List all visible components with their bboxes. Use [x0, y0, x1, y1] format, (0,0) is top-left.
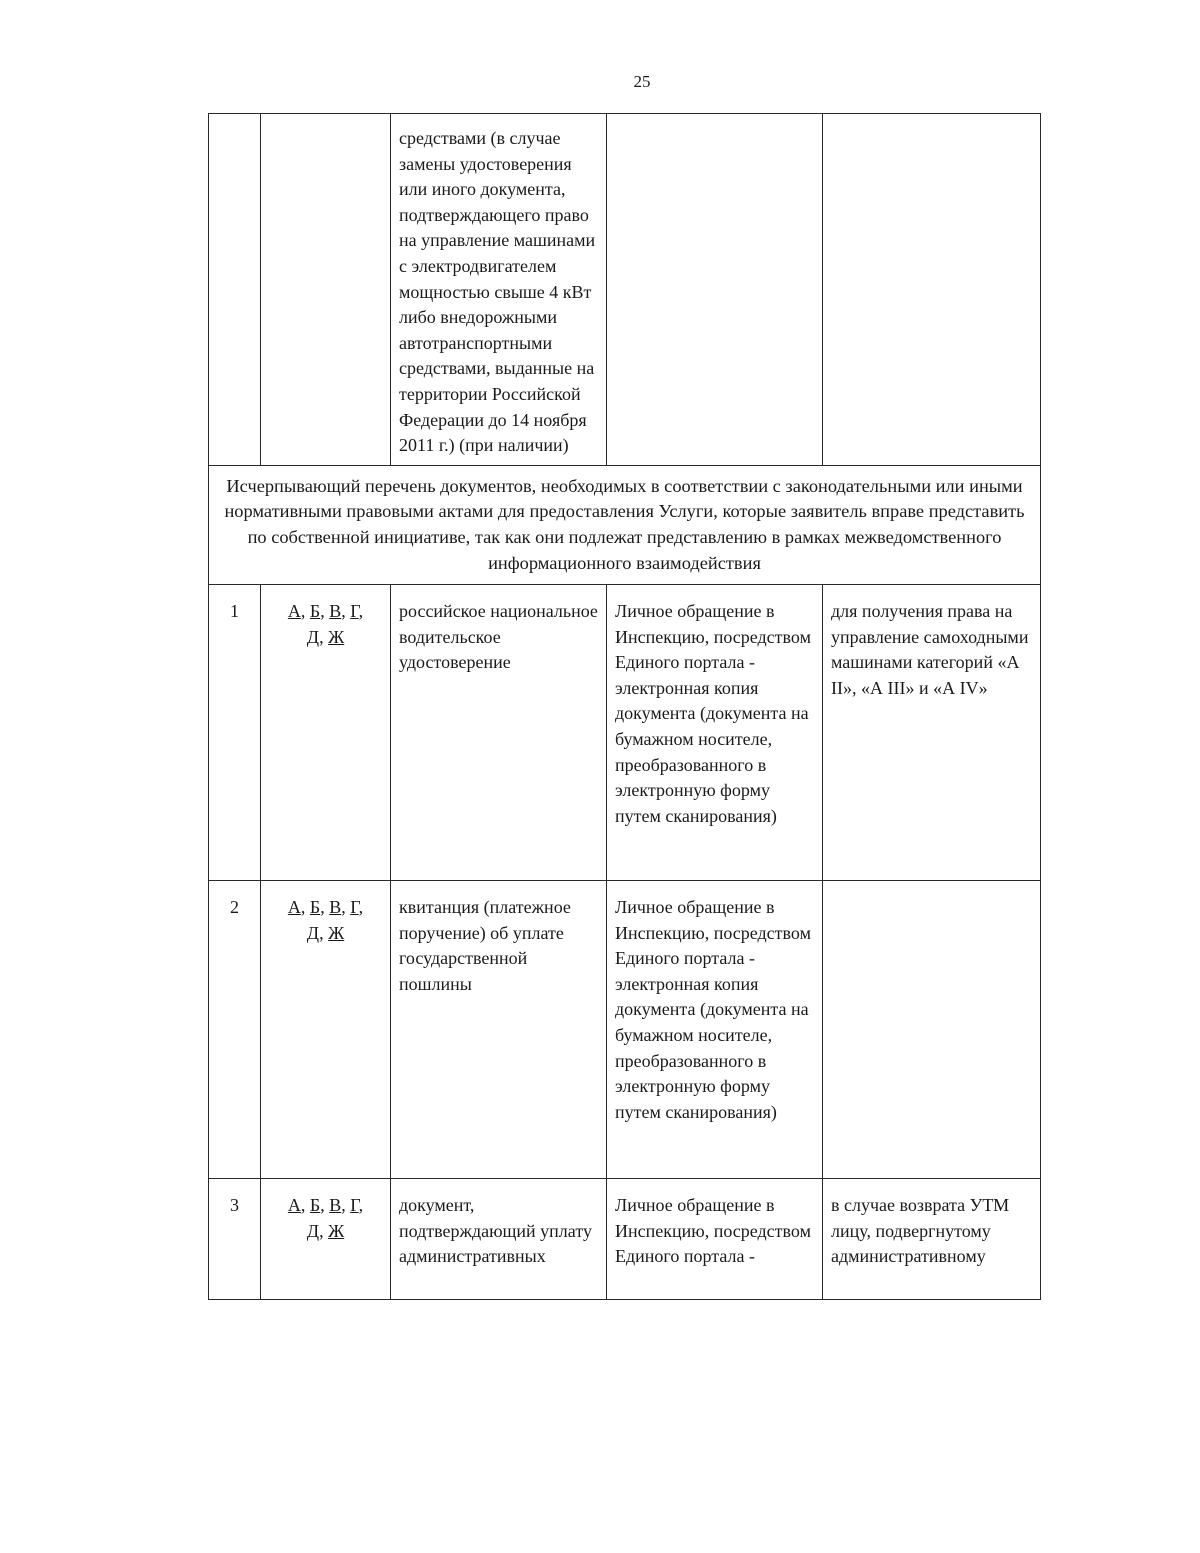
applicants-cell: А, Б, В, Г, Д, Ж: [261, 881, 391, 1179]
applicant-category-link[interactable]: Д: [306, 922, 320, 943]
page-number: 25: [633, 72, 651, 91]
applicant-category-link[interactable]: Ж: [328, 922, 345, 943]
row-number-cell: 1: [209, 585, 261, 881]
applicant-category-link[interactable]: Б: [309, 897, 321, 918]
applicants-cell: А, Б, В, Г, Д, Ж: [261, 585, 391, 881]
applicant-category-link[interactable]: Б: [309, 601, 321, 622]
note-cell: [823, 881, 1041, 1179]
applicant-category-link[interactable]: В: [329, 601, 342, 622]
applicants-cell: [261, 114, 391, 466]
applicant-category-link[interactable]: Г: [350, 601, 359, 622]
table-row-continued: [209, 114, 1041, 466]
applicant-category-link[interactable]: В: [329, 1195, 342, 1216]
table-body: [209, 585, 1041, 1300]
applicant-category-link[interactable]: Д: [306, 1220, 320, 1241]
table-row: [209, 881, 1041, 1179]
applicant-category-link[interactable]: А: [287, 601, 301, 622]
method-cell: [607, 114, 823, 466]
documents-table: [208, 113, 1041, 1300]
note-cell: [823, 114, 1041, 466]
table-row: [209, 1179, 1041, 1300]
applicant-category-link[interactable]: Ж: [328, 1220, 345, 1241]
method-cell: Личное обращение в Инспекцию, посредством Единого портала -: [607, 1179, 823, 1300]
applicant-category-link[interactable]: Ж: [328, 626, 345, 647]
section-header: Исчерпывающий перечень документов, необходимых в соответствии с законодательными или иными нормативными правовыми актами для предоставления Услуги, которые заявитель вправе представить по собственной инициативе, так как они подлежат представлению в рамках межведомственного информационного взаимодействия: [209, 465, 1041, 584]
applicants-cell: А, Б, В, Г, Д, Ж: [261, 1179, 391, 1300]
note-cell: для получения права на управление самоходными машинами категорий «А II», «А III» и «А IV»: [823, 585, 1041, 881]
applicant-category-link[interactable]: А: [287, 897, 301, 918]
section-header-row: [209, 465, 1041, 584]
document-cell: российское национальное водительское удостоверение: [391, 585, 607, 881]
table-row: [209, 585, 1041, 881]
document-cell: документ, подтверждающий уплату административных: [391, 1179, 607, 1300]
document-cell: средствами (в случае замены удостоверения или иного документа, подтверждающего право на управление машинами с электродвигателем мощностью свыше 4 кВт либо внедорожными автотранспортными средствами, выданные на территории Российской Федерации до 14 ноября 2011 г.) (при наличии): [391, 114, 607, 466]
method-cell: Личное обращение в Инспекцию, посредством Единого портала - электронная копия документа (документа на бумажном носителе, преобразованного в электронную форму путем сканирования): [607, 881, 823, 1179]
applicant-category-link[interactable]: А: [287, 1195, 301, 1216]
method-cell: Личное обращение в Инспекцию, посредством Единого портала - электронная копия документа (документа на бумажном носителе, преобразованного в электронную форму путем сканирования): [607, 585, 823, 881]
row-number-cell: 3: [209, 1179, 261, 1300]
applicant-category-link[interactable]: Г: [350, 1195, 359, 1216]
applicant-category-link[interactable]: Б: [309, 1195, 321, 1216]
applicant-category-link[interactable]: Д: [306, 626, 320, 647]
document-cell: квитанция (платежное поручение) об уплате государственной пошлины: [391, 881, 607, 1179]
note-cell: в случае возврата УТМ лицу, подвергнутому административному: [823, 1179, 1041, 1300]
applicant-category-link[interactable]: Г: [350, 897, 359, 918]
row-number-cell: 2: [209, 881, 261, 1179]
row-number-cell: [209, 114, 261, 466]
applicant-category-link[interactable]: В: [329, 897, 342, 918]
